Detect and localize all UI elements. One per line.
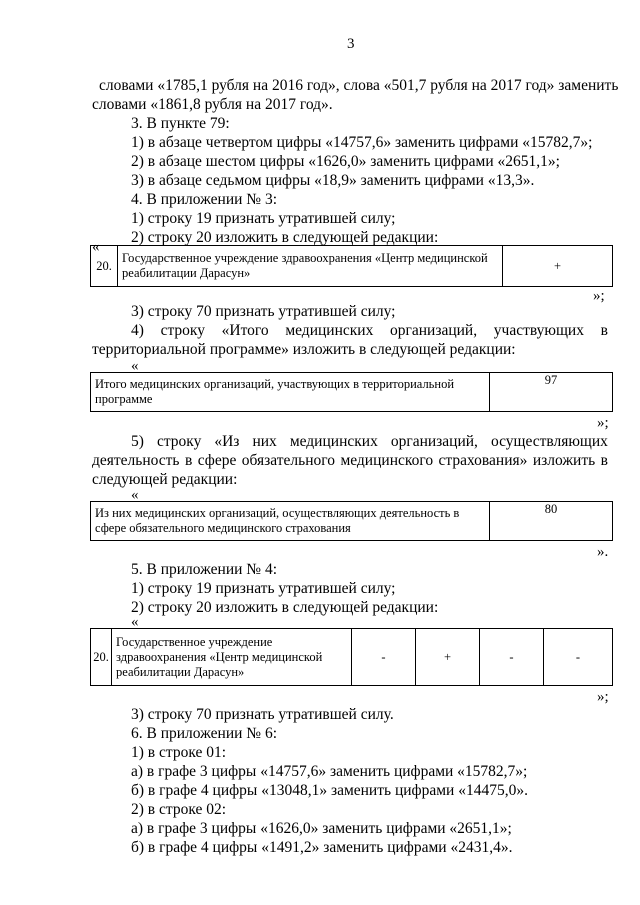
value-cell: 80 [490, 502, 613, 541]
table-oms-organizations [90, 501, 613, 541]
mark-cell: + [503, 246, 613, 287]
word: «Итого [221, 322, 269, 339]
word: в [184, 452, 193, 469]
word: них [252, 433, 277, 450]
text-line: 3) строку 70 признать утратившей силу; [131, 303, 396, 320]
close-quote: »; [597, 689, 609, 705]
name-line: Государственное учреждение [116, 634, 273, 649]
name-line: Из них медицинских организаций, осуществляющих деятельность в [95, 506, 460, 520]
text-line: а) в графе 3 цифры «14757,6» заменить цифрами «15782,7»; [131, 763, 528, 780]
table-row-20-appendix-3 [90, 245, 613, 287]
word: изложить [532, 452, 596, 469]
text-line: 6. В приложении № 6: [131, 725, 278, 742]
close-quote: ». [597, 544, 609, 560]
row-number: 20. [91, 246, 118, 287]
column-cell: - [480, 629, 544, 686]
text-line: 1) в строке 01: [131, 744, 227, 761]
text-line: 1) строку 19 признать утратившей силу; [131, 210, 396, 227]
column-cell: - [544, 629, 613, 686]
word: в [600, 322, 608, 339]
table-total-organizations [90, 372, 613, 412]
text-line: 4. В приложении № 3: [131, 191, 278, 208]
word: строку [160, 322, 205, 339]
name-line: реабилитации Дарасун» [122, 266, 251, 280]
text-line: 2) в абзаце шестом цифры «1626,0» заменить цифрами «2651,1»; [131, 153, 560, 170]
name-line: сфере обязательного медицинского страхования [95, 521, 351, 535]
text-line: 3) строку 70 признать утратившей силу. [131, 706, 394, 723]
word: страхования» [438, 452, 528, 469]
justified-line [92, 451, 608, 470]
text-line: 3. В пункте 79: [131, 115, 230, 132]
text-line: 1) строку 19 признать утратившей силу; [131, 580, 396, 597]
justified-line [131, 432, 608, 451]
open-quote: « [92, 239, 100, 255]
table-row-20-appendix-4 [90, 628, 613, 686]
word: осуществляющих [490, 433, 608, 450]
close-quote: »; [597, 415, 609, 431]
text-line: 3) в абзаце седьмом цифры «18,9» заменить цифрами «13,3». [131, 172, 535, 189]
organization-name [112, 629, 352, 686]
name-line: здравоохранения «Центр медицинской [116, 649, 323, 664]
indicator-name [91, 373, 490, 412]
justified-line [131, 321, 608, 340]
word: медицинских [289, 433, 378, 450]
word: организаций, [390, 433, 478, 450]
text-line: 2) строку 20 изложить в следующей редакции: [131, 599, 439, 616]
close-quote: »; [593, 288, 605, 304]
word: медицинских [285, 322, 374, 339]
open-quote: « [131, 358, 139, 374]
text-line: б) в графе 4 цифры «1491,2» заменить цифрами «2431,4». [131, 839, 513, 856]
text-line: 2) строку 20 изложить в следующей редакции: [131, 229, 439, 246]
open-quote: « [131, 487, 139, 503]
word: строку [156, 433, 202, 450]
word: организаций, [390, 322, 478, 339]
word: 5) [131, 433, 144, 450]
text-line: а) в графе 3 цифры «1626,0» заменить цифрами «2651,1»; [131, 820, 512, 837]
word: в [600, 452, 608, 469]
organization-name [118, 246, 503, 287]
value-cell: 97 [490, 373, 613, 412]
name-line: программе [95, 392, 153, 406]
word: «Из [214, 433, 240, 450]
open-quote: « [131, 614, 139, 630]
word: участвующих [493, 322, 584, 339]
text-line: следующей редакции: [92, 471, 238, 488]
word: деятельность [92, 452, 180, 469]
indicator-name [91, 502, 490, 541]
text-line: словами «1861,8 рубля на 2017 год». [92, 96, 333, 113]
text-line: 1) в абзаце четвертом цифры «14757,6» заменить цифрами «15782,7»; [131, 134, 593, 151]
column-cell: - [352, 629, 416, 686]
text-line: б) в графе 4 цифры «13048,1» заменить цифрами «14475,0». [131, 782, 528, 799]
text-line: 2) в строке 02: [131, 801, 227, 818]
word: обязательного [241, 452, 335, 469]
row-number: 20. [91, 629, 112, 686]
word: медицинского [340, 452, 434, 469]
word: 4) [131, 322, 144, 339]
name-line: Государственное учреждение здравоохранения «Центр медицинской [122, 251, 488, 265]
name-line: реабилитации Дарасун» [116, 664, 245, 679]
column-cell: + [416, 629, 480, 686]
name-line: Итого медицинских организаций, участвующих в территориальной [95, 377, 455, 391]
text-line: территориальной программе» изложить в следующей редакции: [92, 341, 516, 358]
text-line: словами «1785,1 рубля на 2016 год», слова «501,7 рубля на 2017 год» заменить [99, 77, 619, 94]
word: сфере [197, 452, 237, 469]
page-number: 3 [347, 36, 355, 52]
text-line: 5. В приложении № 4: [131, 561, 278, 578]
